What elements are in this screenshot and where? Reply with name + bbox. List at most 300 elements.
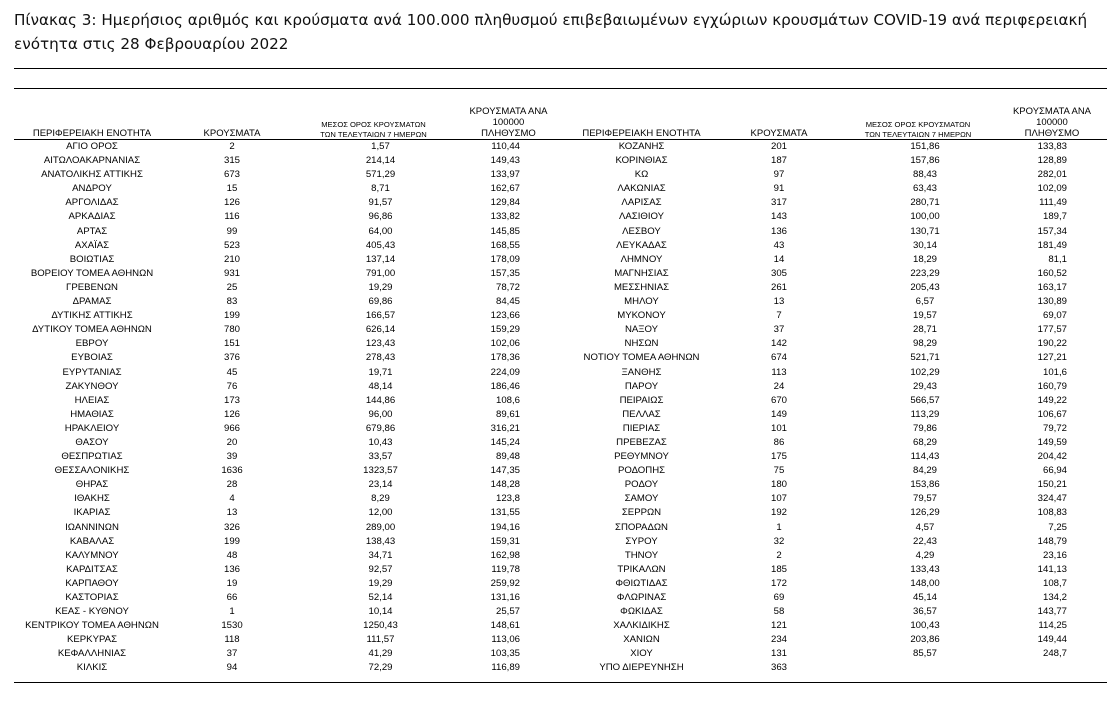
unit-name-cell: ΞΑΝΘΗΣ: [621, 366, 662, 378]
avg-7day-cell: 166,57: [365, 310, 396, 322]
avg-7day-cell: 72,29: [368, 662, 393, 674]
per100k-cell: 108,7: [1042, 577, 1067, 589]
unit-name-cell: ΚΑΡΔΙΤΣΑΣ: [66, 563, 118, 575]
cases-cell: 24: [773, 380, 785, 392]
per100k-cell: 157,35: [490, 267, 520, 279]
avg-7day-cell: 203,86: [910, 634, 940, 646]
table-row: [14, 168, 1107, 182]
cases-cell: 45: [226, 366, 238, 378]
table-row: [14, 478, 1107, 492]
table-row: [14, 337, 1107, 351]
unit-name-cell: ΔΥΤΙΚΗΣ ΑΤΤΙΚΗΣ: [51, 310, 133, 322]
avg-7day-cell: 405,43: [365, 239, 396, 251]
cases-cell: 76: [226, 380, 238, 392]
per100k-cell: 114,25: [1038, 620, 1067, 632]
per100k-cell: 130,89: [1037, 296, 1067, 308]
cases-cell: 143: [770, 211, 787, 223]
per100k-cell: 7,25: [1048, 521, 1067, 533]
unit-name-cell: ΑΝΑΤΟΛΙΚΗΣ ΑΤΤΙΚΗΣ: [41, 169, 143, 181]
avg-7day-cell: 98,29: [912, 338, 937, 350]
per100k-cell: 149,22: [1037, 394, 1067, 406]
per100k-cell: 116,89: [491, 662, 520, 674]
cases-cell: 376: [223, 352, 240, 364]
per100k-cell: 181,49: [1037, 239, 1067, 251]
unit-name-cell: ΑΡΤΑΣ: [76, 225, 108, 237]
table-row: [14, 492, 1107, 506]
avg-7day-cell: 8,71: [371, 183, 390, 195]
per100k-cell: 119,78: [491, 563, 520, 575]
avg-7day-cell: 79,86: [912, 422, 937, 434]
table-row: [14, 619, 1107, 633]
table-row: [14, 225, 1107, 239]
cases-cell: 187: [770, 155, 787, 167]
cases-cell: 4: [229, 493, 235, 505]
cases-cell: 39: [226, 451, 238, 463]
per100k-cell: 159,29: [490, 324, 520, 336]
avg-7day-cell: 278,43: [365, 352, 396, 364]
avg-7day-cell: 113,29: [910, 408, 940, 420]
per100k-cell: 89,61: [495, 408, 520, 420]
avg-7day-cell: [839, 661, 997, 675]
table-row: [14, 309, 1107, 323]
cases-cell: 101: [770, 422, 787, 434]
avg-7day-cell: 88,43: [912, 169, 937, 181]
cases-cell: 305: [770, 267, 787, 279]
cases-cell: 121: [770, 620, 787, 632]
avg-7day-cell: 29,43: [912, 380, 937, 392]
avg-7day-cell: 4,29: [915, 549, 935, 561]
unit-name-cell: ΑΝΔΡΟΥ: [72, 183, 112, 195]
cases-cell: 116: [224, 211, 240, 223]
per100k-cell: 178,09: [490, 253, 520, 265]
unit-name-cell: ΜΗΛΟΥ: [624, 296, 659, 308]
cases-cell: 149: [770, 408, 787, 420]
cases-cell: 674: [770, 352, 787, 364]
cases-cell: 66: [226, 592, 238, 603]
unit-name-cell: ΣΑΜΟΥ: [624, 493, 659, 505]
cases-cell: 523: [223, 239, 240, 251]
avg-7day-cell: 566,57: [910, 394, 940, 406]
unit-name-cell: ΛΕΥΚΑΔΑΣ: [616, 239, 667, 251]
cases-cell: 192: [770, 507, 787, 519]
unit-name-cell: ΠΙΕΡΙΑΣ: [622, 422, 661, 434]
table-row: [14, 408, 1107, 422]
cases-cell: 261: [770, 281, 787, 293]
cases-cell: 1: [776, 521, 782, 533]
per100k-cell: 113,06: [491, 634, 520, 646]
per100k-cell: 190,22: [1037, 338, 1067, 350]
cases-cell: 172: [770, 577, 787, 589]
cases-cell: 14: [773, 253, 785, 265]
avg-7day-cell: 36,57: [912, 606, 937, 618]
per100k-cell: 133,82: [490, 211, 520, 223]
unit-name-cell: ΧΑΝΙΩΝ: [623, 634, 660, 646]
unit-name-cell: ΣΕΡΡΩΝ: [621, 507, 662, 519]
unit-name-cell: ΓΡΕΒΕΝΩΝ: [66, 281, 118, 293]
per100k-cell: 160,79: [1037, 380, 1067, 392]
unit-name-cell: ΒΟΡΕΙΟΥ ΤΟΜΕΑ ΑΘΗΝΩΝ: [30, 267, 154, 279]
per100k-cell: 168,55: [490, 239, 520, 251]
cases-cell: 97: [773, 169, 785, 181]
unit-name-cell: ΗΜΑΘΙΑΣ: [70, 408, 114, 420]
avg-7day-cell: 34,71: [368, 549, 393, 561]
avg-7day-cell: 63,43: [912, 183, 937, 195]
cases-cell: 48: [226, 549, 238, 561]
avg-7day-cell: 23,14: [368, 479, 393, 491]
table-row: [14, 577, 1107, 591]
table-row: [14, 253, 1107, 267]
cases-cell: 15: [226, 183, 238, 195]
per100k-cell: 177,57: [1037, 324, 1067, 336]
cases-cell: 126: [223, 408, 240, 420]
cases-cell: 20: [226, 436, 238, 448]
cases-cell: 131: [770, 648, 787, 660]
avg-7day-cell: 22,43: [912, 535, 937, 547]
unit-name-cell: ΚΕΑΣ - ΚΥΘΝΟΥ: [55, 606, 129, 618]
unit-name-cell: ΗΡΑΚΛΕΙΟΥ: [64, 422, 120, 434]
cases-cell: 69: [773, 592, 785, 603]
per100k-cell: 102,06: [490, 338, 520, 350]
avg-7day-cell: 148,00: [910, 577, 940, 589]
unit-name-cell: ΛΑΣΙΘΙΟΥ: [618, 211, 665, 223]
per100k-cell: [997, 661, 1107, 675]
per100k-cell: 149,43: [490, 155, 520, 167]
cases-cell: 37: [773, 324, 785, 336]
per100k-cell: 282,01: [1037, 169, 1067, 181]
cases-cell: 199: [223, 310, 240, 322]
avg-7day-cell: 130,71: [910, 225, 940, 237]
unit-name-cell: ΠΡΕΒΕΖΑΣ: [616, 436, 667, 448]
table-caption: Πίνακας 3: Ημερήσιος αριθμός και κρούσματα ανά 100.000 πληθυσμού επιβεβαιωμένων εγχώριων κρουσμάτων COVID-19 ανά περιφερειακή ενότητα στις 28 Φεβρουαρίου 2022: [14, 11, 1088, 53]
avg-7day-cell: 137,14: [365, 253, 396, 265]
cases-cell: 1530: [221, 620, 243, 632]
per100k-cell: 149,44: [1037, 634, 1067, 646]
avg-7day-cell: 157,86: [910, 155, 940, 167]
unit-name-cell: ΤΗΝΟΥ: [624, 549, 659, 561]
unit-name-cell: ΚΟΖΑΝΗΣ: [618, 141, 665, 152]
avg-7day-cell: 19,29: [368, 281, 393, 293]
unit-name-cell: ΖΑΚΥΝΘΟΥ: [65, 380, 119, 392]
unit-name-cell: ΚΙΛΚΙΣ: [76, 662, 108, 674]
avg-7day-cell: 79,57: [912, 493, 937, 505]
table-row: [14, 661, 1107, 675]
unit-name-cell: ΛΑΚΩΝΙΑΣ: [617, 183, 666, 195]
avg-7day-cell: 205,43: [910, 281, 940, 293]
cases-cell: 43: [773, 239, 785, 251]
cases-cell: 7: [776, 310, 782, 322]
unit-name-cell: ΔΡΑΜΑΣ: [72, 296, 112, 308]
header-per100k-left: ΚΡΟΥΣΜΑΤΑ ΑΝΑ 100000 ΠΛΗΘΥΣΜΟ: [453, 106, 564, 140]
table-row: [14, 464, 1107, 478]
avg-7day-cell: 69,86: [368, 296, 393, 308]
avg-7day-cell: 280,71: [910, 197, 940, 209]
per100k-cell: 110,44: [491, 141, 520, 152]
cases-cell: 99: [226, 225, 238, 237]
unit-name-cell: ΙΚΑΡΙΑΣ: [73, 507, 111, 519]
per100k-cell: 123,8: [495, 493, 520, 505]
unit-name-cell: ΠΑΡΟΥ: [624, 380, 659, 392]
per100k-cell: 157,34: [1037, 225, 1067, 237]
per100k-cell: 123,66: [490, 310, 520, 322]
per100k-cell: 145,85: [490, 225, 520, 237]
unit-name-cell: ΦΘΙΩΤΙΔΑΣ: [615, 577, 668, 589]
unit-name-cell: ΡΟΔΟΥ: [624, 479, 659, 491]
avg-7day-cell: 1250,43: [363, 620, 398, 632]
header-unit-right: ΠΕΡΙΦΕΡΕΙΑΚΗ ΕΝΟΤΗΤΑ: [564, 106, 719, 140]
header-avg-right: ΜΕΣΟΣ ΟΡΟΣ ΚΡΟΥΣΜΑΤΩΝ ΤΩΝ ΤΕΛΕΥΤΑΙΩΝ 7 ΗΜΕΡΩΝ: [839, 106, 997, 140]
unit-name-cell: ΚΩ: [634, 169, 649, 181]
table-row: [14, 563, 1107, 577]
table-row: [14, 239, 1107, 253]
cases-cell: 86: [773, 436, 785, 448]
table-row: [14, 210, 1107, 224]
per100k-cell: 141,13: [1037, 563, 1067, 575]
table-row: [14, 394, 1107, 408]
per100k-cell: 23,16: [1042, 549, 1067, 561]
per100k-cell: 178,36: [490, 352, 520, 364]
cases-cell: 28: [226, 479, 238, 491]
per100k-cell: 89,48: [495, 451, 520, 463]
table-row: [14, 591, 1107, 605]
table-top-rule: [14, 88, 1107, 89]
unit-name-cell: ΠΕΙΡΑΙΩΣ: [619, 394, 664, 406]
avg-7day-cell: 28,71: [912, 324, 937, 336]
unit-name-cell: ΛΗΜΝΟΥ: [620, 253, 663, 265]
per100k-cell: 133,83: [1037, 141, 1067, 152]
unit-name-cell: ΚΕΡΚΥΡΑΣ: [66, 634, 117, 646]
unit-name-cell: ΜΑΓΝΗΣΙΑΣ: [614, 267, 669, 279]
avg-7day-cell: 52,14: [368, 592, 393, 603]
avg-7day-cell: 10,14: [368, 606, 393, 618]
cases-cell: 126: [223, 197, 240, 209]
per100k-cell: 102,09: [1037, 183, 1067, 195]
cases-cell: 317: [770, 197, 787, 209]
per100k-cell: 162,98: [490, 549, 520, 561]
unit-name-cell: ΚΑΣΤΟΡΙΑΣ: [65, 592, 119, 603]
unit-name-cell: ΑΧΑΪΑΣ: [74, 239, 110, 251]
cases-cell: 142: [770, 338, 787, 350]
unit-name-cell: ΚΕΦΑΛΛΗΝΙΑΣ: [57, 648, 127, 660]
avg-7day-cell: 133,43: [910, 563, 940, 575]
unit-name-cell: ΕΥΒΟΙΑΣ: [71, 352, 113, 364]
per100k-cell: 108,83: [1037, 507, 1067, 519]
table-row: [14, 549, 1107, 563]
unit-name-cell: ΚΟΡΙΝΘΙΑΣ: [615, 155, 668, 167]
unit-name-cell: ΝΟΤΙΟΥ ΤΟΜΕΑ ΑΘΗΝΩΝ: [583, 352, 700, 364]
avg-7day-cell: 84,29: [912, 465, 937, 477]
avg-7day-cell: 85,57: [912, 648, 937, 660]
cases-cell: 780: [223, 324, 240, 336]
per100k-cell: 316,21: [490, 422, 520, 434]
per100k-cell: 163,17: [1037, 281, 1067, 293]
avg-7day-cell: 64,00: [368, 225, 393, 237]
header-per100k-right: ΚΡΟΥΣΜΑΤΑ ΑΝΑ 100000 ΠΛΗΘΥΣΜΟ: [997, 106, 1107, 140]
avg-7day-cell: 100,00: [910, 211, 940, 223]
table-row: [14, 182, 1107, 196]
table-row: [14, 436, 1107, 450]
table-row: [14, 196, 1107, 210]
unit-name-cell: ΣΠΟΡΑΔΩΝ: [615, 521, 668, 533]
header-cases-right: ΚΡΟΥΣΜΑΤΑ: [719, 106, 839, 140]
per100k-cell: 148,28: [490, 479, 520, 491]
avg-7day-cell: 223,29: [910, 267, 940, 279]
cases-cell: 25: [226, 281, 238, 293]
cases-cell: 315: [223, 155, 240, 167]
table-bottom-rule: [14, 682, 1107, 683]
unit-name-cell: ΑΡΚΑΔΙΑΣ: [68, 211, 116, 223]
per100k-cell: 106,67: [1037, 408, 1067, 420]
avg-7day-cell: 8,29: [371, 493, 390, 505]
per100k-cell: 127,21: [1037, 352, 1067, 364]
avg-7day-cell: 571,29: [365, 169, 396, 181]
avg-7day-cell: 1,57: [371, 141, 390, 152]
per100k-cell: 194,16: [490, 521, 520, 533]
avg-7day-cell: 41,29: [368, 648, 393, 660]
table-row: [14, 366, 1107, 380]
unit-name-cell: ΜΥΚΟΝΟΥ: [617, 310, 666, 322]
per100k-cell: 248,7: [1042, 648, 1067, 660]
per100k-cell: 133,97: [490, 169, 520, 181]
per100k-cell: 148,79: [1037, 535, 1067, 547]
cases-cell: 37: [226, 648, 238, 660]
per100k-cell: 150,21: [1037, 479, 1067, 491]
avg-7day-cell: 30,14: [912, 239, 937, 251]
cases-cell: 136: [770, 225, 787, 237]
per100k-cell: 129,84: [490, 197, 520, 209]
unit-name-cell: ΧΑΛΚΙΔΙΚΗΣ: [613, 620, 670, 632]
unit-name-cell: ΔΥΤΙΚΟΥ ΤΟΜΕΑ ΑΘΗΝΩΝ: [32, 324, 152, 336]
table-row: [14, 154, 1107, 168]
unit-name-cell: ΛΕΣΒΟΥ: [622, 225, 661, 237]
table-row: [14, 506, 1107, 520]
table-row: [14, 351, 1107, 365]
avg-7day-cell: 153,86: [910, 479, 940, 491]
avg-7day-cell: 791,00: [365, 267, 396, 279]
avg-7day-cell: 114,43: [910, 451, 940, 463]
table-row: [14, 605, 1107, 619]
per100k-cell: 162,67: [490, 183, 520, 195]
avg-7day-cell: 151,86: [910, 141, 940, 152]
table-row: [14, 140, 1107, 155]
per100k-cell: 81,1: [1048, 253, 1067, 265]
per100k-cell: 159,31: [490, 535, 520, 547]
unit-name-cell: ΝΗΣΩΝ: [624, 338, 659, 350]
avg-7day-cell: 68,29: [912, 436, 937, 448]
avg-7day-cell: 12,00: [368, 507, 393, 519]
per100k-cell: 147,35: [490, 465, 520, 477]
avg-7day-cell: 1323,57: [363, 465, 398, 477]
table-header-row: [14, 106, 1107, 140]
per100k-cell: 143,77: [1037, 606, 1067, 618]
unit-name-cell: ΘΕΣΣΑΛΟΝΙΚΗΣ: [54, 465, 130, 477]
unit-name-cell: ΑΙΤΩΛΟΑΚΑΡΝΑΝΙΑΣ: [43, 155, 141, 167]
cases-cell: 151: [223, 338, 240, 350]
cases-cell: 2: [229, 141, 235, 152]
per100k-cell: 108,6: [495, 394, 520, 406]
avg-7day-cell: 33,57: [368, 451, 393, 463]
avg-7day-cell: 18,29: [912, 253, 937, 265]
cases-cell: 185: [770, 563, 787, 575]
per100k-cell: 25,57: [495, 606, 520, 618]
unit-name-cell: ΦΛΩΡΙΝΑΣ: [616, 592, 667, 603]
cases-cell: 931: [223, 267, 240, 279]
avg-7day-cell: 10,43: [368, 436, 393, 448]
table-row: [14, 295, 1107, 309]
per100k-cell: 111,49: [1039, 197, 1067, 209]
avg-7day-cell: 138,43: [365, 535, 396, 547]
cases-cell: 19: [226, 577, 238, 589]
cases-cell: 32: [773, 535, 785, 547]
cases-cell: 326: [223, 521, 240, 533]
unit-name-cell: ΑΓΙΟ ΟΡΟΣ: [66, 141, 118, 152]
unit-name-cell: ΠΕΛΛΑΣ: [622, 408, 661, 420]
avg-7day-cell: 100,43: [910, 620, 940, 632]
cases-cell: 13: [226, 507, 238, 519]
per100k-cell: 224,09: [490, 366, 520, 378]
avg-7day-cell: 48,14: [368, 380, 393, 392]
unit-name-cell: ΣΥΡΟΥ: [625, 535, 658, 547]
table-row: [14, 323, 1107, 337]
unit-name-cell: ΗΛΕΙΑΣ: [74, 394, 110, 406]
table-row: [14, 422, 1107, 436]
unit-name-cell: ΕΥΡΥΤΑΝΙΑΣ: [62, 366, 122, 378]
table-row: [14, 380, 1107, 394]
unit-name-cell: ΙΘΑΚΗΣ: [74, 493, 110, 505]
avg-7day-cell: 96,86: [368, 211, 393, 223]
cases-cell: 91: [773, 183, 785, 195]
cases-cell: 118: [224, 634, 240, 646]
unit-name-cell: ΕΒΡΟΥ: [75, 338, 109, 350]
per100k-cell: 101,6: [1042, 366, 1067, 378]
unit-name-cell: ΑΡΓΟΛΙΔΑΣ: [65, 197, 119, 209]
per100k-cell: 79,72: [1042, 422, 1067, 434]
cases-cell: 136: [223, 563, 240, 575]
cases-cell: 107: [770, 493, 787, 505]
cases-cell: 173: [223, 394, 240, 406]
unit-name-cell: ΦΩΚΙΔΑΣ: [620, 606, 663, 618]
unit-name-cell: ΜΕΣΣΗΝΙΑΣ: [613, 281, 670, 293]
unit-name-cell: ΡΟΔΟΠΗΣ: [617, 465, 666, 477]
unit-name-cell: ΒΟΙΩΤΙΑΣ: [69, 253, 115, 265]
per100k-cell: 148,61: [490, 620, 520, 632]
table-row: [14, 633, 1107, 647]
cases-cell: 113: [771, 366, 787, 378]
cases-cell: 673: [223, 169, 240, 181]
per100k-cell: 131,55: [490, 507, 520, 519]
avg-7day-cell: 4,57: [915, 521, 935, 533]
avg-7day-cell: 19,71: [368, 366, 393, 378]
avg-7day-cell: 19,29: [368, 577, 393, 589]
avg-7day-cell: 626,14: [365, 324, 396, 336]
avg-7day-cell: 521,71: [910, 352, 940, 364]
table-row: [14, 450, 1107, 464]
per100k-cell: 204,42: [1037, 451, 1067, 463]
per100k-cell: 128,89: [1037, 155, 1067, 167]
cases-cell: 1636: [221, 465, 243, 477]
cases-cell: 210: [223, 253, 240, 265]
per100k-cell: 259,92: [490, 577, 520, 589]
avg-7day-cell: 6,57: [915, 296, 935, 308]
cases-cell: 94: [226, 662, 238, 674]
unit-name-cell: ΙΩΑΝΝΙΝΩΝ: [65, 521, 119, 533]
unit-name-cell: ΚΑΛΥΜΝΟΥ: [65, 549, 119, 561]
table-row: [14, 521, 1107, 535]
unit-name-cell: ΚΑΒΑΛΑΣ: [69, 535, 115, 547]
unit-name-cell: ΘΕΣΠΡΩΤΙΑΣ: [61, 451, 123, 463]
per100k-cell: 189,7: [1042, 211, 1067, 223]
cases-cell: 180: [770, 479, 787, 491]
per100k-cell: 324,47: [1037, 493, 1067, 505]
